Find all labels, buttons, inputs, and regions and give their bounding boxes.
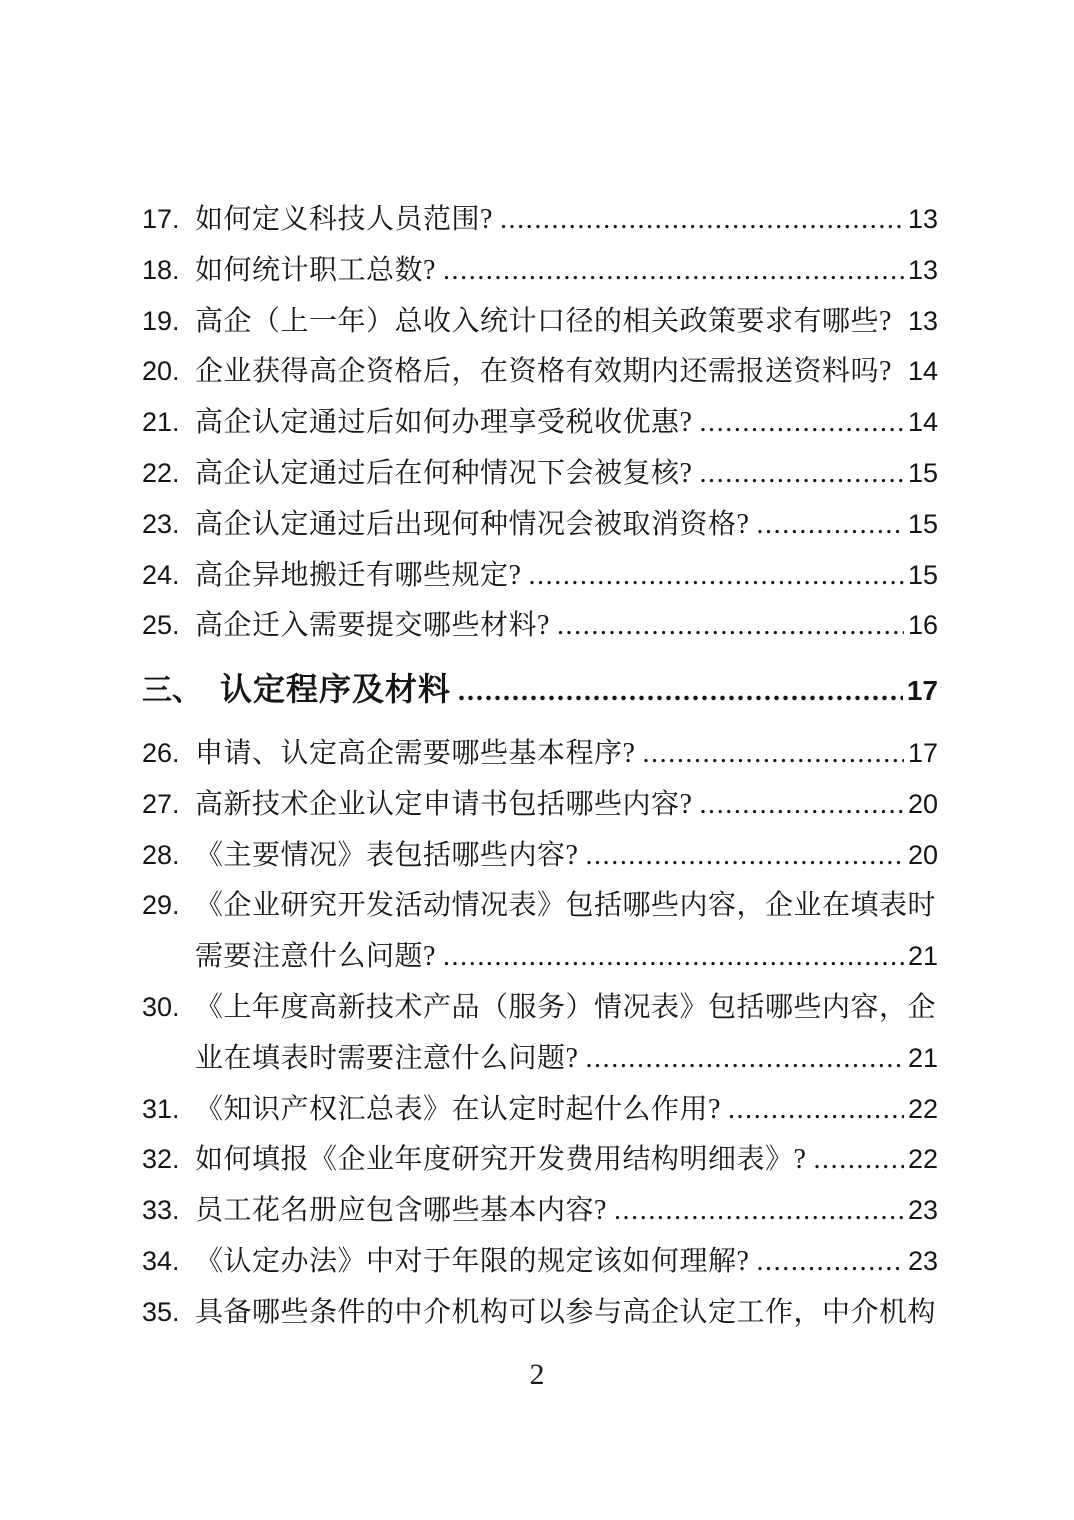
toc-entry-number: 18. [142,254,180,285]
toc-entry-page: 15 [907,559,938,590]
toc-entry-text: 如何定义科技人员范围? [195,204,493,235]
toc-entry-page: 15 [907,508,938,539]
dot-leader [614,1186,904,1237]
dot-leader [642,729,904,780]
toc-entry [142,346,938,397]
toc-entry-page: 20 [907,788,938,819]
dot-leader [500,195,904,246]
toc-entry-text: 《企业研究开发活动情况表》包括哪些内容，企业在填表时 [195,890,937,922]
toc-entry [142,982,938,1033]
dot-leader [458,664,903,718]
dot-leader [585,1034,904,1085]
toc-entry-page: 17 [907,737,938,768]
toc-entry-number: 26. [142,737,180,768]
toc-entry-page: 16 [907,610,938,641]
toc-entry-text: 高企（上一年）总收入统计口径的相关政策要求有哪些? [195,305,892,337]
toc-entry-number: 19. [142,305,180,336]
dot-leader [699,780,904,831]
toc-entry-text: 《认定办法》中对于年限的规定该如何理解? [195,1245,750,1277]
toc-entry-page: 21 [907,941,938,972]
toc-entry [142,1134,938,1185]
toc-entry [142,1084,938,1135]
toc-entry-number: 三、 [142,674,202,708]
toc-entry-page: 14 [907,356,938,387]
toc-entry-page: 13 [907,254,938,285]
toc-entry-number: 28. [142,839,180,870]
page-number: 2 [529,1358,545,1391]
toc-entry-text: 高企迁入需要提交哪些材料? [195,610,550,642]
dot-leader [557,601,904,652]
toc-entry [142,550,938,601]
toc-entry [142,728,938,779]
toc-entry [142,1287,938,1338]
toc-entry-page: 15 [907,457,938,488]
toc-entry-text: 业在填表时需要注意什么问题? [195,1042,579,1074]
toc-entry-text: 《上年度高新技术产品（服务）情况表》包括哪些内容，企 [195,991,937,1023]
toc-entry [142,1185,938,1236]
dot-leader [756,500,904,551]
dot-leader [528,551,904,602]
table-of-contents [142,194,938,1338]
dot-leader [813,1135,904,1186]
toc-entry-page: 22 [907,1093,938,1124]
toc-entry-text: 高企认定通过后出现何种情况会被取消资格? [195,508,750,540]
toc-entry-number: 33. [142,1195,180,1226]
toc-entry-number: 23. [142,508,180,539]
toc-entry [142,779,938,830]
toc-entry [142,1033,938,1084]
toc-entry [142,245,938,296]
toc-entry-page: 21 [907,1042,938,1073]
toc-entry-number: 35. [142,1296,180,1327]
toc-entry-page: 14 [907,407,938,438]
toc-entry-number: 34. [142,1245,180,1276]
toc-entry-number: 21. [142,407,180,438]
toc-entry-number: 22. [142,457,180,488]
toc-entry-number: 17. [142,204,180,234]
toc-entry [142,194,938,245]
toc-section-title: 认定程序及材料 [220,671,452,708]
toc-entry [142,296,938,347]
toc-entry-page: 23 [907,1245,938,1276]
toc-entry [142,830,938,881]
toc-entry-number: 20. [142,356,180,387]
toc-section-heading [142,664,938,715]
toc-entry-text: 高企异地搬迁有哪些规定? [195,559,522,591]
toc-entry-text: 员工花名册应包含哪些基本内容? [195,1195,607,1227]
toc-entry-text: 《主要情况》表包括哪些内容? [195,839,579,871]
toc-entry-number: 30. [142,991,180,1022]
toc-entry [142,1236,938,1287]
toc-entry [142,880,938,931]
dot-leader [699,449,904,500]
toc-entry-text: 如何填报《企业年度研究开发费用结构明细表》? [195,1144,807,1176]
toc-entry-text: 如何统计职工总数? [195,254,436,286]
toc-entry-text: 高企认定通过后如何办理享受税收优惠? [195,407,693,439]
toc-entry-text: 《知识产权汇总表》在认定时起什么作用? [195,1093,721,1125]
toc-entry-text: 需要注意什么问题? [195,941,436,973]
toc-entry-text: 高企认定通过后在何种情况下会被复核? [195,457,693,489]
toc-entry-page: 22 [907,1144,938,1175]
toc-entry-number: 25. [142,610,180,641]
toc-entry-page: 17 [906,675,938,707]
toc-entry-number: 31. [142,1093,180,1124]
toc-entry-text: 申请、认定高企需要哪些基本程序? [195,737,636,769]
dot-leader [443,932,904,983]
toc-entry-text: 具备哪些条件的中介机构可以参与高企认定工作，中介机构 [195,1296,937,1328]
dot-leader [728,1085,904,1136]
dot-leader [699,398,904,449]
toc-entry-page: 13 [907,204,938,234]
toc-entry [142,397,938,448]
toc-entry-number: 29. [142,890,180,921]
dot-leader [756,1237,904,1288]
toc-entry-text: 高新技术企业认定申请书包括哪些内容? [195,788,693,820]
toc-entry [142,600,938,651]
dot-leader [585,831,904,882]
toc-entry-page: 23 [907,1195,938,1226]
toc-entry-number: 27. [142,788,180,819]
toc-entry-text: 企业获得高企资格后，在资格有效期内还需报送资料吗? [195,356,892,388]
toc-entry [142,448,938,499]
dot-leader [443,246,904,297]
toc-entry-number: 32. [142,1144,180,1175]
toc-entry [142,931,938,982]
toc-entry [142,499,938,550]
toc-entry-page: 20 [907,839,938,870]
toc-entry-page: 13 [907,305,938,336]
toc-entry-number: 24. [142,559,180,590]
